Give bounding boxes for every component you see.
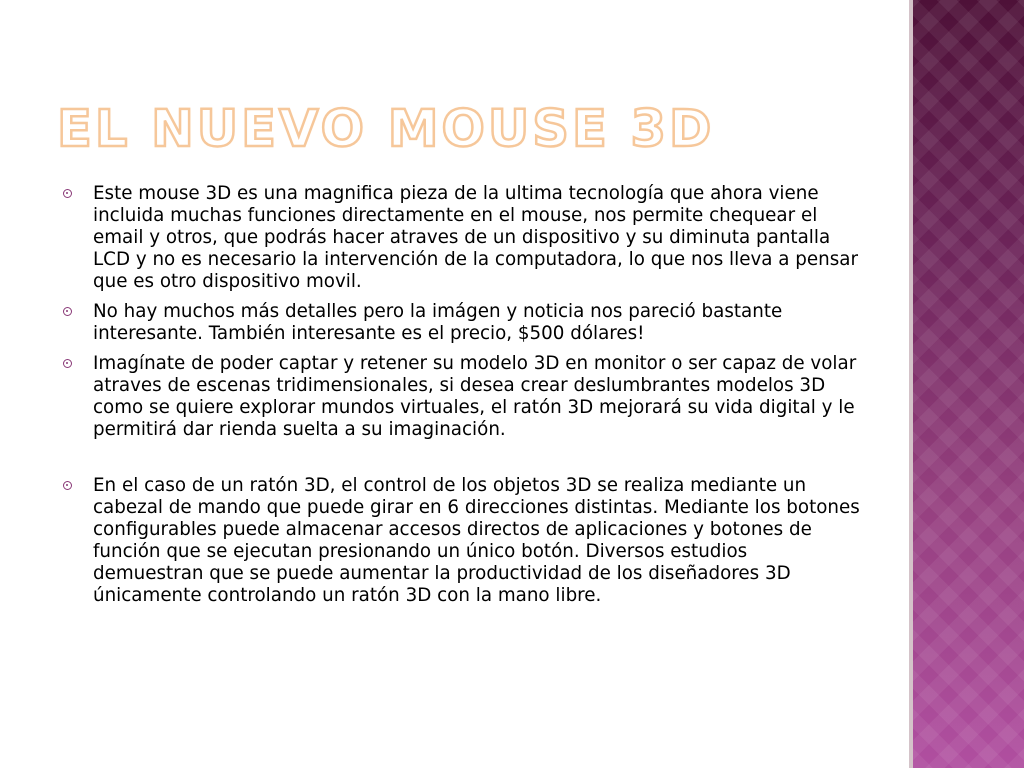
circle-dot-icon <box>63 359 72 368</box>
bullet-item <box>60 183 860 293</box>
bullet-text: Este mouse 3D es una magnifica pieza de la ultima tecnología que ahora viene incluida muchas funciones directamente en el mouse, nos permite chequear el email y otros, que podrás hacer atraves de un dispositivo y su diminuta pantalla LCD y no es necesario la intervención de la computadora, lo que nos lleva a pensar que es otro dispositivo movil. <box>93 183 858 292</box>
bullet-item <box>60 353 860 441</box>
circle-dot-icon <box>63 481 72 490</box>
bullet-text: No hay muchos más detalles pero la imágen y noticia nos pareció bastante interesante. También interesante es el precio, $500 dólares! <box>93 301 783 344</box>
slide-title: EL NUEVO MOUSE 3D <box>57 100 715 159</box>
bullet-text: Imagínate de poder captar y retener su modelo 3D en monitor o ser capaz de volar atraves de escenas tridimensionales, si desea crear deslumbrantes modelos 3D como se quiere explorar mundos virtuales, el ratón 3D mejorará su vida digital y le permitirá dar rienda suelta a su imaginación. <box>93 353 857 440</box>
circle-dot-icon <box>63 307 72 316</box>
bullet-text: En el caso de un ratón 3D, el control de los objetos 3D se realiza mediante un cabezal de mando que puede girar en 6 direcciones distintas. Mediante los botones configurables puede almacenar accesos directos de aplicaciones y botones de función que se ejecutan presionando un único botón. Diversos estudios demuestran que se puede aumentar la productividad de los diseñadores 3D únicamente controlando un ratón 3D con la mano libre. <box>93 475 860 606</box>
bullet-item <box>60 475 860 607</box>
bullet-list <box>60 183 860 615</box>
bullet-item <box>60 301 860 345</box>
circle-dot-icon <box>63 189 72 198</box>
decorative-side-panel <box>913 0 1024 768</box>
